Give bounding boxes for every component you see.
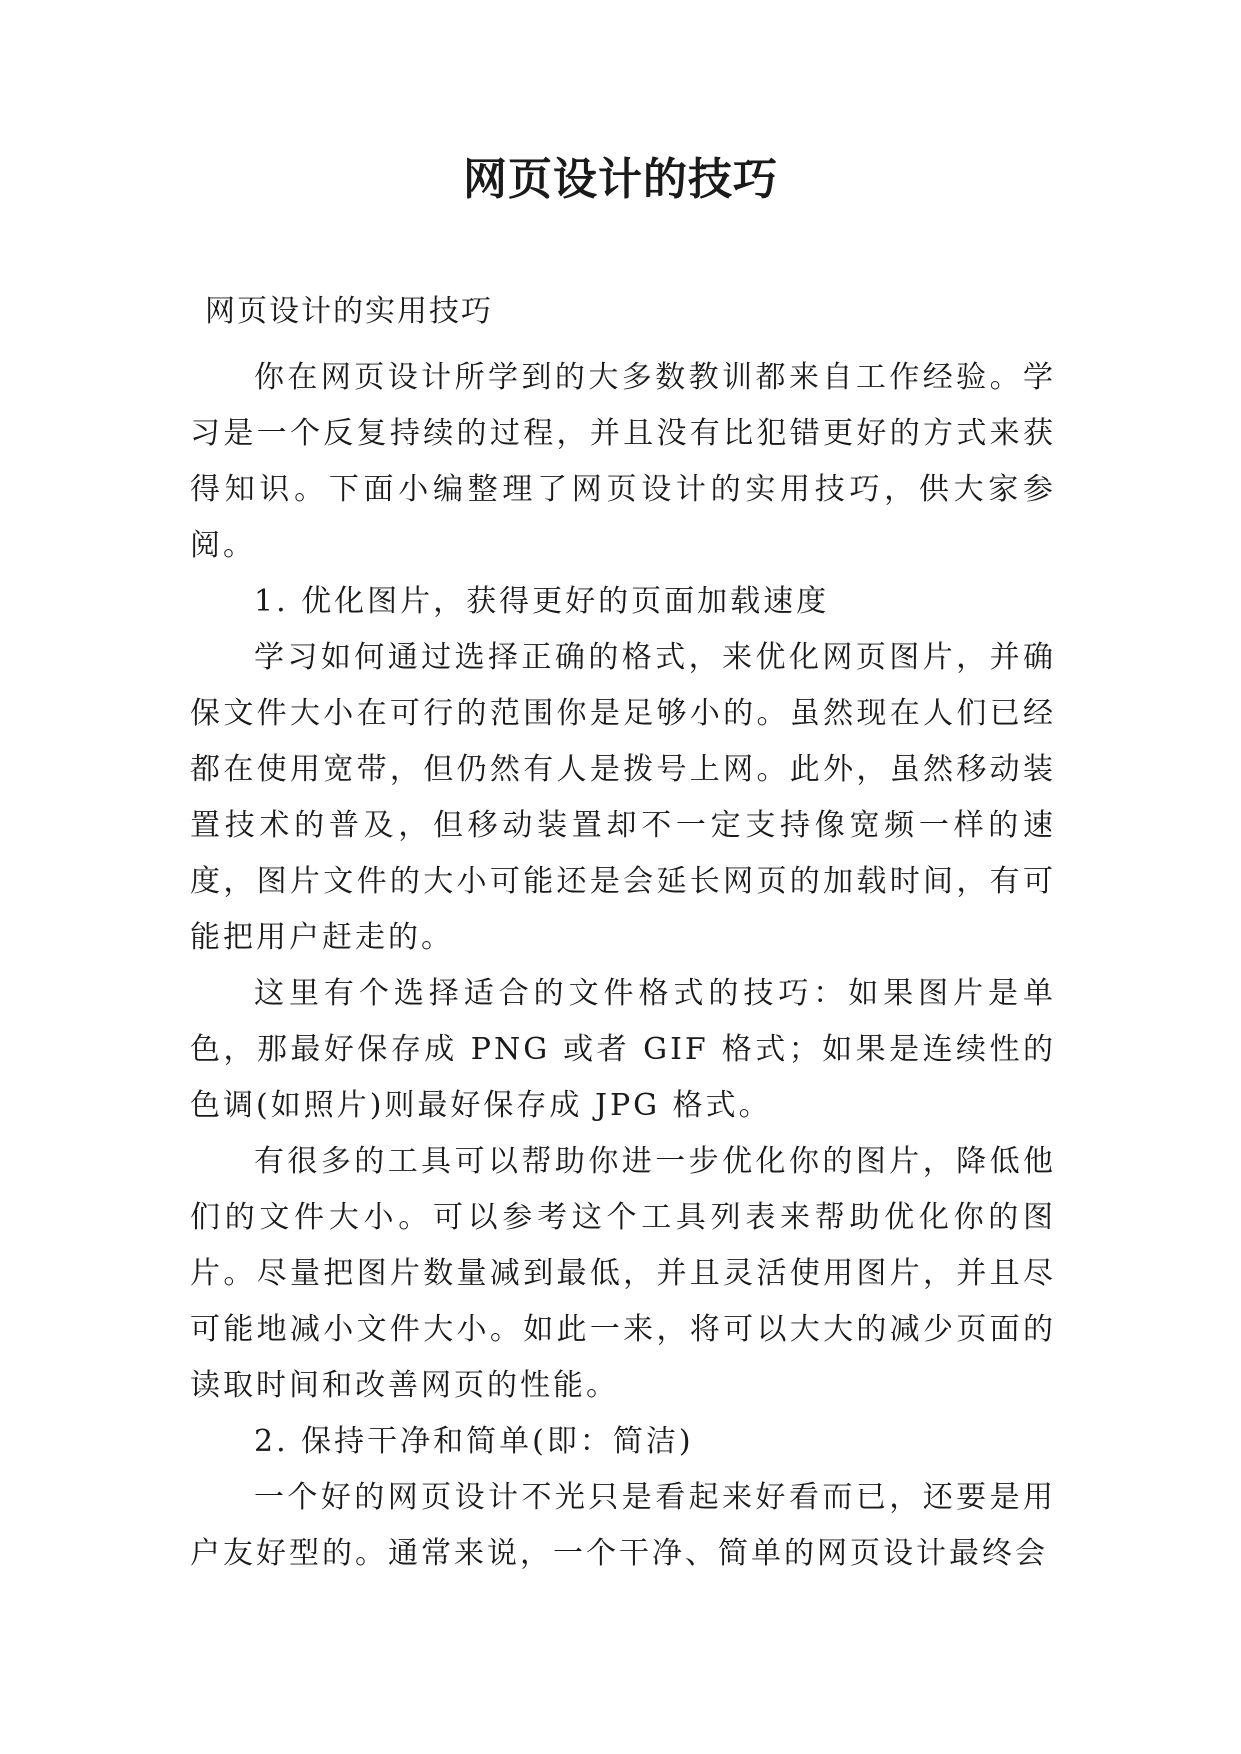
- paragraph-tools: 有很多的工具可以帮助你进一步优化你的图片，降低他们的文件大小。可以参考这个工具列表来帮助优化你的图片。尽量把图片数量减到最低，并且灵活使用图片，并且尽可能地减小文件大小。如此一来，将可以大大的减少页面的读取时间和改善网页的性能。: [190, 1144, 1056, 1403]
- section-heading-1: 1. 优化图片，获得更好的页面加载速度: [254, 584, 830, 619]
- paragraph-file-format-tip: 这里有个选择适合的文件格式的技巧：如果图片是单色，那最好保存成 PNG 或者 GIF 格式；如果是连续性的色调(如照片)则最好保存成 JPG 格式。: [190, 976, 1056, 1123]
- paragraph-intro: 你在网页设计所学到的大多数教训都来自工作经验。学习是一个反复持续的过程，并且没有比犯错更好的方式来获得知识。下面小编整理了网页设计的实用技巧，供大家参阅。: [190, 360, 1056, 563]
- paragraph-clean-design: 一个好的网页设计不光只是看起来好看而已，还要是用户友好型的。通常来说，一个干净、简单的网页设计最终会: [190, 1480, 1056, 1571]
- paragraph-image-optimization: 学习如何通过选择正确的格式，来优化网页图片，并确保文件大小在可行的范围你是足够小的。虽然现在人们已经都在使用宽带，但仍然有人是拨号上网。此外，虽然移动装置技术的普及，但移动装置却不一定支持像宽频一样的速度，图片文件的大小可能还是会延长网页的加载时间，有可能把用户赶走的。: [190, 640, 1056, 955]
- document-body: [190, 350, 1056, 1582]
- section-heading-2: 2. 保持干净和简单(即：简洁): [254, 1424, 694, 1459]
- document-subtitle: 网页设计的实用技巧: [205, 294, 493, 329]
- document-title: 网页设计的技巧: [463, 154, 778, 205]
